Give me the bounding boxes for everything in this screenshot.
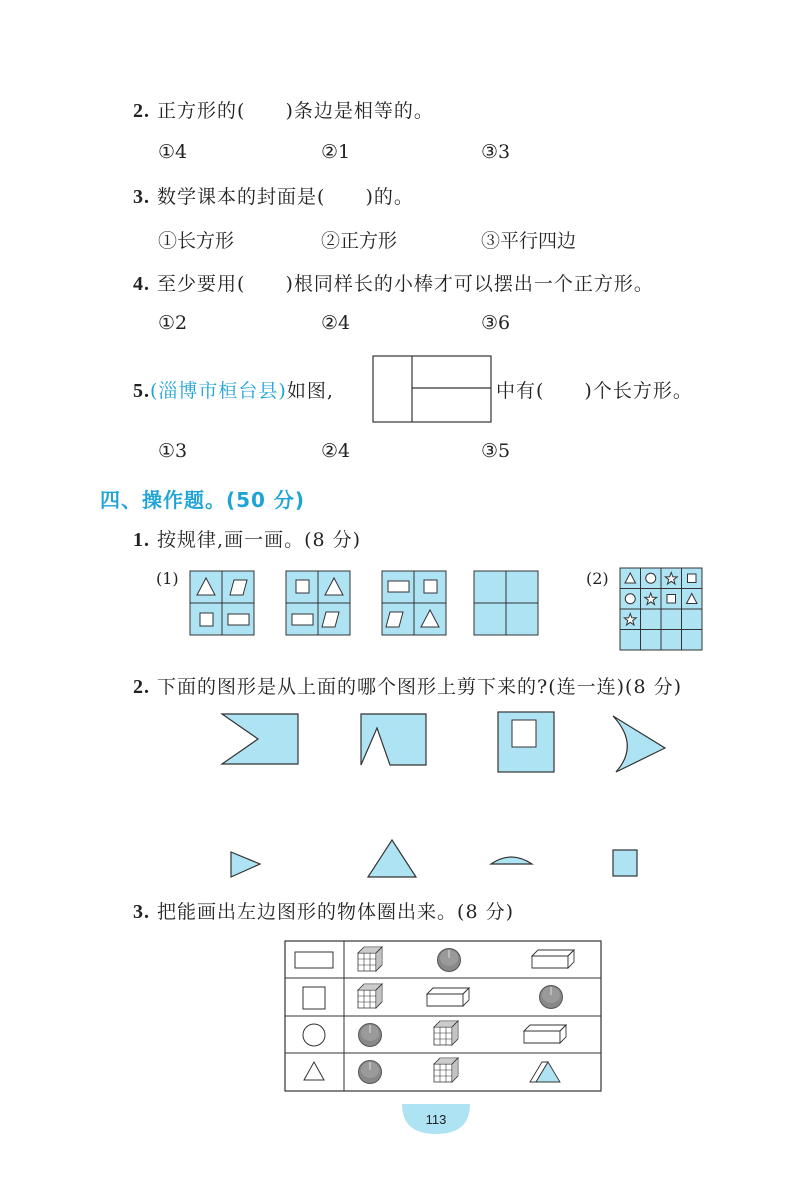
option-c: ③3 xyxy=(481,141,511,163)
rubiks-cube-icon[interactable] xyxy=(358,984,382,1008)
question-number: 5. xyxy=(133,380,150,402)
question-text: 至少要用( )根同样长的小棒才可以摆出一个正方形。 xyxy=(157,273,654,295)
square-icon xyxy=(688,574,697,583)
question-3 xyxy=(133,182,414,209)
question-text: 正方形的( )条边是相等的。 xyxy=(157,100,434,122)
rubiks-cube-icon[interactable] xyxy=(358,947,382,971)
rectangle-icon xyxy=(228,614,249,625)
coin-icon[interactable] xyxy=(359,1061,382,1084)
square-icon xyxy=(667,595,676,604)
rubiks-cube-icon[interactable] xyxy=(434,1058,458,1082)
question-number: 2. xyxy=(133,676,150,698)
problem-3 xyxy=(133,897,514,924)
option-a: ①3 xyxy=(158,440,188,462)
pattern-grid-1 xyxy=(190,571,254,635)
rectangle-figure xyxy=(372,355,494,423)
question-source: (淄博市桓台县) xyxy=(150,380,287,402)
circle-icon xyxy=(625,594,635,604)
question-5 xyxy=(133,376,334,403)
rectangle-with-triangle-cut-shape[interactable] xyxy=(361,714,426,765)
option-c: ③5 xyxy=(481,440,511,462)
problem-1 xyxy=(133,525,361,552)
option-b: ②1 xyxy=(321,141,351,163)
pattern-grid-4x4 xyxy=(620,568,702,650)
rectangle-icon xyxy=(295,952,333,968)
question-number: 3. xyxy=(133,186,150,208)
rectangle-icon xyxy=(388,581,409,592)
pattern-grid-2 xyxy=(286,571,350,635)
question-text: 数学课本的封面是( )的。 xyxy=(157,186,414,208)
question-number: 2. xyxy=(133,100,150,122)
notched-rectangle-shape[interactable] xyxy=(222,714,298,764)
small-triangle-piece[interactable] xyxy=(231,852,260,877)
pattern-figures xyxy=(0,560,800,660)
question-2 xyxy=(133,96,434,123)
option-b: ②4 xyxy=(321,440,351,462)
semicircle-piece[interactable] xyxy=(491,857,532,864)
arrowhead-shape[interactable] xyxy=(613,716,665,772)
square-hole xyxy=(512,720,536,747)
question-text: 按规律,画一画。(8 分) xyxy=(157,529,362,551)
cut-shapes-figures xyxy=(0,700,800,890)
question-number: 1. xyxy=(133,529,150,551)
problem-2 xyxy=(133,672,682,699)
square-icon xyxy=(200,613,213,626)
option-b: ②4 xyxy=(321,312,351,334)
page-number: 113 xyxy=(425,1112,447,1127)
question-4 xyxy=(133,269,654,296)
box-icon[interactable] xyxy=(532,950,574,968)
rubiks-cube-icon[interactable] xyxy=(434,1021,458,1045)
pattern-grid-4-empty xyxy=(474,571,538,635)
option-a: ①长方形 xyxy=(158,230,235,252)
question-number: 4. xyxy=(133,273,150,295)
box-icon[interactable] xyxy=(524,1025,566,1043)
coin-icon[interactable] xyxy=(438,949,461,972)
coin-icon[interactable] xyxy=(540,986,563,1009)
option-a: ①4 xyxy=(158,141,188,163)
option-c: ③平行四边 xyxy=(481,230,577,252)
section-title: 四、操作题。(50 分) xyxy=(100,488,306,512)
option-a: ①2 xyxy=(158,312,188,334)
objects-table xyxy=(284,940,604,1094)
question-text-after: 中有( )个长方形。 xyxy=(496,380,693,402)
circle-icon xyxy=(646,573,656,583)
circle-icon xyxy=(303,1024,325,1046)
question-text: 把能画出左边图形的物体圈出来。(8 分) xyxy=(157,901,515,923)
square-icon xyxy=(303,987,325,1009)
square-icon xyxy=(424,580,437,593)
coin-icon[interactable] xyxy=(359,1024,382,1047)
option-c: ③6 xyxy=(481,312,511,334)
square-piece[interactable] xyxy=(613,850,637,876)
question-text-before: 如图, xyxy=(286,380,334,402)
question-text: 下面的图形是从上面的哪个图形上剪下来的?(连一连)(8 分) xyxy=(157,676,683,698)
part-label-1: (1) xyxy=(156,569,179,588)
option-b: ②正方形 xyxy=(321,230,398,252)
pattern-grid-3 xyxy=(382,571,446,635)
page-number-badge xyxy=(400,1102,472,1136)
rectangle-icon xyxy=(292,614,313,625)
box-icon[interactable] xyxy=(427,988,469,1006)
part-label-2: (2) xyxy=(586,569,609,588)
triangle-piece[interactable] xyxy=(368,840,416,877)
question-number: 3. xyxy=(133,901,150,923)
square-icon xyxy=(296,580,309,593)
